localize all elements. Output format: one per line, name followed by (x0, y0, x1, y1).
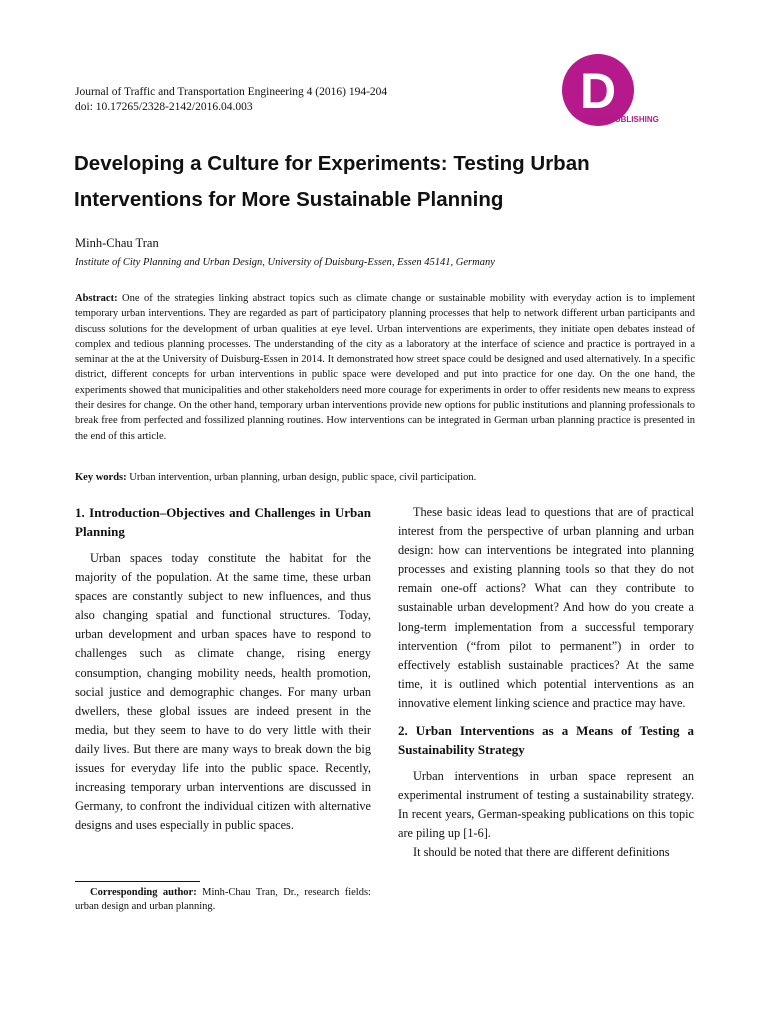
abstract-text: One of the strategies linking abstract topics such as climate change or sustainable mobility with everyday action is to implement temporary urban interventions. They are regarded as part of participatory planning processes that help to network different urban participants and discuss solutions for the development of urban qualities at eye level. Urban interventions are experiments, they initiate open debates instead of complex and tedious planning processes. The understanding of the city as a laboratory at the interface of science and practice is portrayed in a seminar at the at the University of Duisburg-Essen in 2014. It demonstrated how street space could be designed and used alternatively. In a specific district, different concepts for urban interventions in public space were developed and put into practice for one day. On the one hand, the experiments showed that municipalities and other stakeholders need more courage for experiments in order to offer residents new means to express their desires for change. On the other hand, temporary urban interventions provide new options for public institutions and planning professionals to break free from perfected and fossilized planning routines. How interventions can be integrated in German urban planning practice is presented in the end of this article. (75, 293, 695, 442)
author-affiliation: Institute of City Planning and Urban Design, University of Duisburg-Essen, Essen 45141, Germany (75, 257, 495, 268)
footnote-text: Minh-Chau Tran, Dr., research fields: urban design and urban planning. (75, 887, 371, 912)
abstract-label: Abstract: (75, 293, 118, 304)
paper-title: Developing a Culture for Experiments: Testing Urban Interventions for More Sustainable Planning (74, 152, 590, 211)
keywords-label: Key words: (75, 472, 127, 483)
footnote-rule (75, 881, 200, 882)
journal-header (75, 85, 387, 115)
right-column (398, 503, 694, 863)
journal-citation: Journal of Traffic and Transportation Engineering 4 (2016) 194-204 (75, 86, 388, 98)
keywords-text: Urban intervention, urban planning, urban design, public space, civil participation. (126, 472, 477, 483)
section-1-paragraph: Urban spaces today constitute the habitat for the majority of the population. At the same time, these urban spaces are constantly subject to new influences, and thus also changing spatial and functional structures. Today, urban development and urban spaces have to respond to challenges such as climate change, rising energy consumption, changing mobility needs, health promotion, social justice and demographic changes. For many urban dwellers, these global issues are indeed present in the media, but they seem to have to do very little with their daily lives. But there are many ways to break down the big issues for everyday life into the public space. Recently, increasing temporary urban interventions are discussed in Germany, to confront the individual citizen with alternative designs and uses especially in public spaces. (75, 551, 371, 833)
logo-letter: D (579, 63, 617, 119)
publisher-logo-icon (560, 54, 700, 134)
author-name: Minh-Chau Tran (75, 236, 159, 250)
keywords (75, 472, 695, 483)
corresponding-author-footnote (75, 886, 371, 914)
section-2-paragraph-2: It should be noted that there are different definitions (413, 845, 670, 860)
section-2-heading: 2. Urban Interventions as a Means of Testing a Sustainability Strategy (398, 723, 694, 758)
abstract (75, 291, 695, 444)
section-2-paragraph-1: Urban interventions in urban space represent an experimental instrument of testing a sustainability strategy. In recent years, German-speaking publications on this topic are piling up [1-6]. (398, 769, 694, 841)
doi: doi: 10.17265/2328-2142/2016.04.003 (75, 101, 253, 113)
logo-wordmark: DAVID PUBLISHING (583, 115, 659, 124)
right-paragraph-1: These basic ideas lead to questions that are of practical interest from the perspective of urban planning and urban design: how can interventions be integrated into planning processes and existing planning tools so that they do not remain one-off actions? What can they contribute to sustainable urban development? And how do you create a long-term implementation from a successful temporary intervention (“from pilot to permanent”) in order to effectively establish sustainable practices? At the same time, it is outlined which potential interventions as an innovative element linking science and practice may have. (398, 505, 694, 710)
left-column (75, 503, 371, 835)
section-1-heading: 1. Introduction–Objectives and Challenges in Urban Planning (75, 505, 371, 539)
publisher-logo (560, 54, 700, 134)
footnote-label: Corresponding author: (90, 887, 197, 898)
